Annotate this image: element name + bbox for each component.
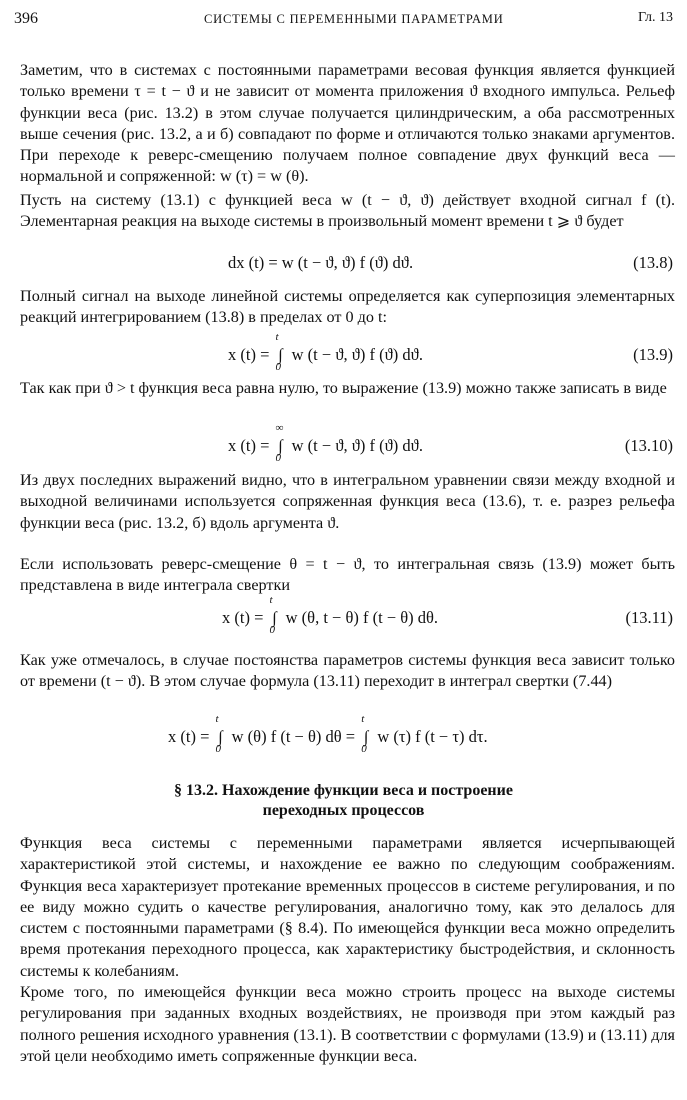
paragraph-6: Если использовать реверс-смещение θ = t − ϑ, то интегральная связь (13.9) может быть представлена в виде интеграла свертки [20, 555, 675, 595]
integral-sign: ∫ t 0 [361, 713, 369, 755]
paragraph-3: Полный сигнал на выходе линейной системы определяется как суперпозиция элементарных реакций интегрированием (13.8) в пределах от 0 до t: [20, 287, 675, 327]
running-title: СИСТЕМЫ С ПЕРЕМЕННЫМИ ПАРАМЕТРАМИ [204, 12, 504, 26]
paragraph-1: Заметим, что в системах с постоянными параметрами весовая функция является функцией только времени τ = t − ϑ и не зависит от момента приложения ϑ входного импульса. Рельеф функции веса (рис. 13.2) в этом случае получается цилиндрическим, а оба рассмотренных выше сечения (рис. 13.2, а и б) совпадают по форме и отличаются только знаками аргументов. При переходе к реверс-смещению получаем полное совпадение двух функций веса — нормальной и сопряженной: w (τ) = w (θ). [20, 61, 675, 186]
integral-sign: ∫ ∞ 0 [275, 422, 284, 464]
equation-13-10: x (t) = ∫ ∞ 0 w (t − ϑ, ϑ) f (ϑ) dϑ. [228, 422, 423, 464]
integral-sign: ∫ t 0 [215, 713, 223, 755]
equation-13-9: x (t) = ∫ t 0 w (t − ϑ, ϑ) f (ϑ) dϑ. [228, 331, 423, 373]
paragraph-4: Так как при ϑ > t функция веса равна нулю, то выражение (13.9) можно также записать в виде [20, 379, 667, 397]
integral-sign: ∫ t 0 [269, 594, 277, 636]
equation-number-13-10: (13.10) [624, 436, 673, 455]
equation-number-13-9: (13.9) [633, 345, 673, 364]
equation-13-11: x (t) = ∫ t 0 w (θ, t − θ) f (t − θ) dθ. [222, 594, 439, 636]
paragraph-2: Пусть на систему (13.1) с функцией веса w (t − ϑ, ϑ) действует входной сигнал f (t). Элементарная реакция на выходе системы в произвольный момент времени t ⩾ ϑ будет [20, 191, 675, 231]
equation-number-13-11: (13.11) [625, 608, 673, 627]
paragraph-7: Как уже отмечалось, в случае постоянства параметров системы функция веса зависит только от времени (t − ϑ). В этом случае формула (13.11) переходит в интеграл свертки (7.44) [20, 651, 675, 691]
page-number: 396 [14, 10, 38, 27]
running-header [14, 10, 673, 32]
equation-13-8: dx (t) = w (t − ϑ, ϑ) f (ϑ) dϑ. [228, 253, 414, 272]
paragraph-9: Кроме того, по имеющейся функции веса можно строить процесс на выходе системы регулирования при заданных входных воздействиях, не производя при этом каждый раз полного решения исходного уравнения (13.1). В соответствии с формулами (13.9) и (13.11) для этой цели необходимо иметь сопряженные функции веса. [20, 983, 675, 1065]
paragraph-5: Из двух последних выражений видно, что в интегральном уравнении связи между входной и выходной величинами используется сопряженная функция веса (13.6), т. е. разрез рельефа функции веса (рис. 13.2, б) вдоль аргумента ϑ. [20, 471, 675, 532]
equation-number-13-8: (13.8) [633, 253, 673, 272]
section-heading: § 13.2. Нахождение функции веса и построение переходных процессов [174, 782, 513, 819]
integral-sign: ∫ t 0 [275, 331, 283, 373]
equation-convolution: x (t) = ∫ t 0 w (θ) f (t − θ) dθ = ∫ t 0 w (τ) f (t − τ) dτ. [168, 713, 488, 755]
paragraph-8: Функция веса системы с переменными параметрами является исчерпывающей характеристикой этой системы, и нахождение ее важно по следующим соображениям. Функция веса характеризует протекание временных процессов в системе регулирования, и по ее виду можно судить о качестве регулирования, аналогично тому, как это делалось для систем с постоянными параметрами (§ 8.4). По имеющейся функции веса можно определить время протекания переходного процесса, как характеристику быстродействия, и склонность системы к колебаниям. [20, 834, 675, 980]
chapter-label: Гл. 13 [637, 10, 673, 25]
